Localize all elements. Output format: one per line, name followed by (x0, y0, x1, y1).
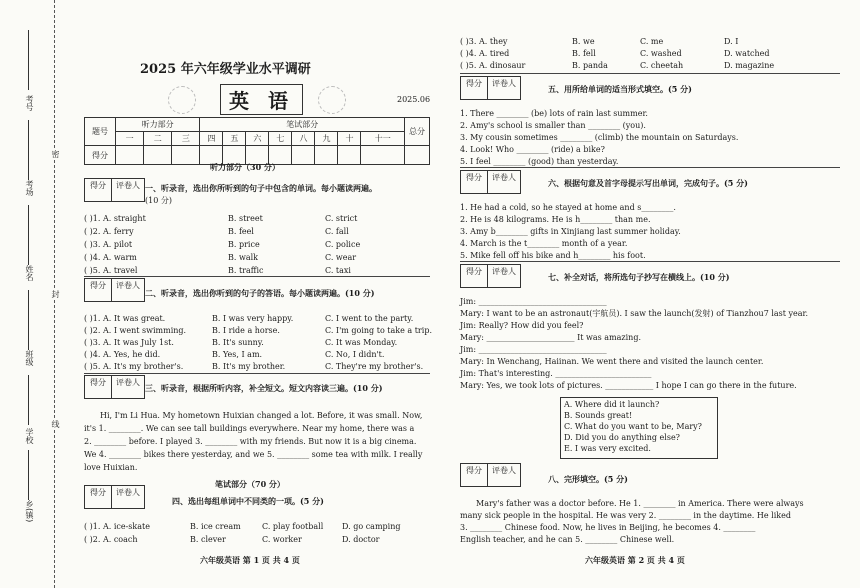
q4-1-b: B. ice cream (190, 522, 241, 531)
label-township: 乡(镇) (25, 500, 34, 523)
grader-reviewer: 评卷人 (492, 267, 516, 276)
passage-line: 2. ________ before. I played 3. ________ with my friends. But now it is a big cinema. (84, 437, 417, 446)
option-e: E. I was very excited. (564, 444, 651, 453)
grader-box (460, 463, 521, 487)
section-divider (460, 167, 840, 168)
number-cell: 三 (172, 132, 200, 146)
q2-2-a: ( )2. A. I went swimming. (84, 326, 187, 335)
grader-box (460, 264, 521, 288)
q4-2-b: B. clever (190, 535, 226, 544)
grader-box (460, 76, 521, 100)
section-8-title: 八、完形填空。(5 分) (548, 474, 628, 484)
option-c: C. What do you want to be, Mary? (564, 422, 702, 431)
q4-5-c: C. cheetah (640, 61, 684, 70)
q1-3-b: B. price (228, 240, 260, 249)
number-cell: 一 (116, 132, 144, 146)
exam-date: 2025.06 (397, 95, 431, 104)
dialogue-line: Mary: In Wenchang, Haiinan. We went there and visited the launch center. (460, 357, 764, 366)
grader-reviewer: 评卷人 (116, 181, 140, 190)
section-4-title: 四、选出每组单词中不同类的一项。(5 分) (172, 496, 324, 506)
q4-2-c: C. worker (262, 535, 302, 544)
grader-score: 得分 (461, 265, 488, 287)
label-name: 姓名 (25, 265, 34, 281)
grader-reviewer: 评卷人 (492, 173, 516, 182)
q5-5: 5. I feel ________ (good) than yesterday. (460, 157, 619, 166)
q2-2-c: C. I'm going to take a trip. (325, 326, 432, 335)
section-divider (84, 276, 430, 277)
q4-5-d: D. magazine (724, 61, 775, 70)
field-line (28, 290, 29, 350)
grader-reviewer: 评卷人 (492, 79, 516, 88)
q1-5-b: B. traffic (228, 266, 264, 275)
q4-1-d: D. go camping (342, 522, 401, 531)
q6-1: 1. He had a cold, so he stayed at home and s________. (460, 203, 676, 212)
q1-1-a: ( )1. A. straight (84, 214, 146, 223)
q2-4-c: C. No, I didn't. (325, 350, 385, 359)
label-exam-number: 考号 (25, 95, 34, 111)
section-6-title: 六、根据句意及首字母提示写出单词，完成句子。(5 分) (548, 178, 748, 188)
q2-4-b: B. Yes, I am. (212, 350, 263, 359)
section-3-title: 三、听录音，根据所听内容，补全短文。短文内容读三遍。(10 分) (145, 383, 383, 393)
seal-stamp-icon (168, 86, 196, 114)
q4-5-b: B. panda (572, 61, 608, 70)
q2-5-c: C. They're my brother's. (325, 362, 424, 371)
field-line (28, 450, 29, 500)
q6-5: 5. Mike fell off his bike and h________ his foot. (460, 251, 646, 260)
q1-5-a: ( )5. A. travel (84, 266, 138, 275)
section-divider (84, 373, 430, 374)
cloze-line: English teacher, and he can 5. ________ Chinese well. (460, 535, 675, 544)
grader-score: 得分 (461, 464, 488, 486)
grader-score: 得分 (85, 179, 112, 201)
grader-score: 得分 (85, 486, 112, 508)
score-table (84, 117, 430, 165)
q4-4-d: D. watched (724, 49, 770, 58)
score-cell[interactable] (144, 146, 172, 165)
q1-3-a: ( )3. A. pilot (84, 240, 133, 249)
q2-1-b: B. I was very happy. (212, 314, 294, 323)
q2-3-c: C. It was Monday. (325, 338, 398, 347)
grader-score: 得分 (85, 279, 112, 301)
passage-line: We 4. ________ bikes there yesterday, and we 5. ________ some tea with milk. I really (84, 450, 423, 459)
label-school: 学校 (25, 428, 34, 444)
field-line (28, 120, 29, 180)
q1-2-b: B. feel (228, 227, 254, 236)
dialogue-line: Mary: ______________________ It was amazing. (460, 333, 641, 342)
passage-line: Hi, I'm Li Hua. My hometown Huixian changed a lot. Before, it was small. Now, (100, 411, 423, 420)
field-line (28, 30, 29, 90)
cut-mark: 密 (51, 150, 60, 158)
header-written: 笔试部分 (200, 118, 405, 132)
grader-reviewer: 评卷人 (492, 466, 516, 475)
q1-4-a: ( )4. A. warm (84, 253, 137, 262)
dialogue-line: Jim: ________________________________ (460, 345, 607, 354)
section-divider (460, 73, 840, 74)
q1-4-c: C. wear (325, 253, 357, 262)
q2-5-b: B. It's my brother. (212, 362, 286, 371)
footer-page-2: 六年级英语 第 2 页 共 4 页 (585, 555, 685, 565)
number-cell: 七 (269, 132, 292, 146)
dialogue-line: Mary: Yes, we took lots of pictures. ____________ I hope I can go there in the future. (460, 381, 797, 390)
score-cell[interactable] (172, 146, 200, 165)
q5-1: 1. There ________ (be) lots of rain last summer. (460, 109, 648, 118)
option-box (560, 397, 718, 459)
dialogue-line: Jim: ________________________________ (460, 297, 607, 306)
grader-reviewer: 评卷人 (116, 378, 140, 387)
section-divider (460, 261, 840, 262)
dialogue-line: Jim: Really? How did you feel? (460, 321, 584, 330)
section-1-points: (10 分) (145, 196, 172, 205)
grader-box (84, 178, 145, 202)
score-cell[interactable] (338, 146, 361, 165)
q5-2: 2. Amy's school is smaller than ________ (you). (460, 121, 646, 130)
grader-box (84, 485, 145, 509)
header-total: 总分 (405, 118, 430, 146)
field-line (28, 375, 29, 425)
number-cell: 八 (292, 132, 315, 146)
q4-1-a: ( )1. A. ice-skate (84, 522, 150, 531)
q2-1-a: ( )1. A. It was great. (84, 314, 166, 323)
subject-title: 英 语 (220, 84, 303, 115)
score-cell[interactable] (292, 146, 315, 165)
dialogue-line: Mary: I want to be an astronaut(宇航员). I saw the launch(发射) of Tianzhou7 last year. (460, 309, 809, 318)
q2-3-a: ( )3. A. It was July 1st. (84, 338, 174, 347)
section-5-title: 五、用所给单词的适当形式填空。(5 分) (548, 84, 692, 94)
q4-4-b: B. fell (572, 49, 596, 58)
field-line (28, 205, 29, 265)
cloze-line: Mary's father was a doctor before. He 1. ________ in America. There were always (476, 499, 804, 508)
q4-3-d: D. I (724, 37, 739, 46)
footer-page-1: 六年级英语 第 1 页 共 4 页 (200, 555, 300, 565)
q1-4-b: B. walk (228, 253, 258, 262)
score-cell[interactable] (361, 146, 405, 165)
q2-4-a: ( )4. A. Yes, he did. (84, 350, 161, 359)
passage-line: it's 1. ________. We can see tall buildings everywhere. Near my home, there was a (84, 424, 415, 433)
q4-3-b: B. we (572, 37, 595, 46)
score-cell[interactable] (315, 146, 338, 165)
section-7-title: 七、补全对话，将所选句子抄写在横线上。(10 分) (548, 272, 730, 282)
q4-1-c: C. play football (262, 522, 324, 531)
option-d: D. Did you do anything else? (564, 433, 680, 442)
score-row-label: 得分 (85, 146, 116, 165)
grader-box (84, 278, 145, 302)
cloze-line: 3. ________ Chinese food. Now, he lives in Beijing, he becomes 4. ________ (460, 523, 756, 532)
grader-reviewer: 评卷人 (116, 488, 140, 497)
q5-4: 4. Look! Who ________ (ride) a bike? (460, 145, 605, 154)
dialogue-line: Jim: That's interesting. ________________________ (460, 369, 652, 378)
cloze-line: many sick people in the hospital. He was very 2. ________ in the daytime. He liked (460, 511, 791, 520)
score-cell[interactable] (405, 146, 430, 165)
exam-title: 2025 年六年级学业水平调研 (140, 62, 311, 77)
q2-2-b: B. I ride a horse. (212, 326, 280, 335)
q1-2-c: C. fall (325, 227, 349, 236)
q1-5-c: C. taxi (325, 266, 351, 275)
score-cell[interactable] (116, 146, 144, 165)
q2-1-c: C. I went to the party. (325, 314, 414, 323)
passage-line: love Huixian. (84, 463, 138, 472)
binding-margin (0, 0, 60, 588)
q6-3: 3. Amy b________ gifts in Xinjiang last summer holiday. (460, 227, 681, 236)
written-heading: 笔试部分（70 分） (215, 479, 285, 489)
grader-box (84, 375, 145, 399)
section-1-title: 一、听录音，选出你所听到的句子中包含的单词。每小题读两遍。 (145, 183, 377, 193)
q2-5-a: ( )5. A. It's my brother's. (84, 362, 184, 371)
q1-1-b: B. street (228, 214, 263, 223)
seal-stamp-icon (318, 86, 346, 114)
grader-box (460, 170, 521, 194)
q4-4-a: ( )4. A. tired (460, 49, 510, 58)
q4-3-c: C. me (640, 37, 664, 46)
number-cell: 二 (144, 132, 172, 146)
label-class: 班级 (25, 350, 34, 366)
cut-mark: 线 (51, 420, 60, 428)
q4-4-c: C. washed (640, 49, 682, 58)
listening-heading: 听力部分（30 分） (210, 162, 280, 172)
grader-reviewer: 评卷人 (116, 281, 140, 290)
grader-score: 得分 (461, 171, 488, 193)
number-cell: 六 (246, 132, 269, 146)
cut-mark: 封 (51, 290, 60, 298)
number-cell: 十一 (361, 132, 405, 146)
section-2-title: 二、听录音，选出你听到的句子的答语。每小题读两遍。(10 分) (145, 288, 375, 298)
q5-3: 3. My cousin sometimes ________ (climb) the mountain on Saturdays. (460, 133, 739, 142)
number-cell: 五 (223, 132, 246, 146)
q6-2: 2. He is 48 kilograms. He is h________ than me. (460, 215, 651, 224)
number-cell: 十 (338, 132, 361, 146)
grader-score: 得分 (461, 77, 488, 99)
q2-3-b: B. It's sunny. (212, 338, 264, 347)
q1-1-c: C. strict (325, 214, 358, 223)
q1-2-a: ( )2. A. ferry (84, 227, 134, 236)
q4-2-a: ( )2. A. coach (84, 535, 138, 544)
q6-4: 4. March is the t________ month of a year. (460, 239, 628, 248)
q1-3-c: C. police (325, 240, 361, 249)
number-cell: 四 (200, 132, 223, 146)
option-b: B. Sounds great! (564, 411, 633, 420)
q4-5-a: ( )5. A. dinosaur (460, 61, 526, 70)
grader-score: 得分 (85, 376, 112, 398)
q4-3-a: ( )3. A. they (460, 37, 508, 46)
label-exam-room: 考场 (25, 180, 34, 196)
option-a: A. Where did it launch? (564, 400, 660, 409)
header-listening: 听力部分 (116, 118, 200, 132)
q4-2-d: D. doctor (342, 535, 380, 544)
header-question-number: 题号 (85, 118, 116, 146)
number-cell: 九 (315, 132, 338, 146)
